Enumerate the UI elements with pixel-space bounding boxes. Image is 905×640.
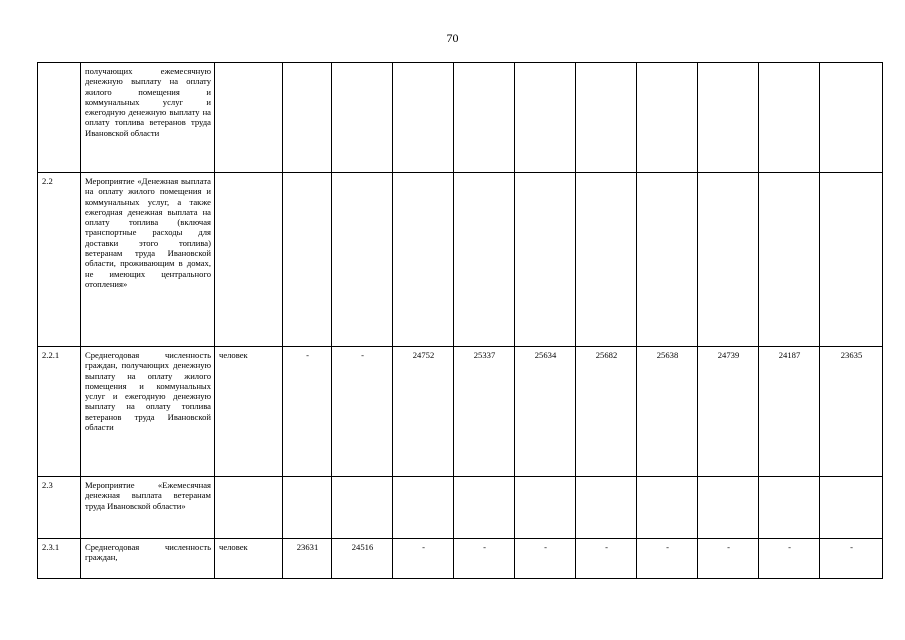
indicator-name: Мероприятие «Ежемесячная денежная выплата ветеранам труда Ивановской области»	[81, 477, 215, 539]
unit-of-measure: человек	[215, 347, 283, 477]
year-value-cell	[332, 63, 393, 173]
row-number: 2.3.1	[38, 539, 81, 579]
row-number	[38, 63, 81, 173]
indicator-name: Среднегодовая численность граждан,	[81, 539, 215, 579]
year-value-cell	[637, 173, 698, 347]
year-value-cell	[820, 173, 883, 347]
year-value-cell: -	[515, 539, 576, 579]
year-value-cell	[820, 477, 883, 539]
year-value-cell	[576, 173, 637, 347]
year-value-cell	[576, 477, 637, 539]
row-number: 2.2	[38, 173, 81, 347]
indicators-table	[37, 62, 883, 579]
year-value-cell	[515, 173, 576, 347]
year-value-cell	[454, 173, 515, 347]
year-value-cell: 23631	[283, 539, 332, 579]
table-row	[38, 539, 883, 579]
year-value-cell	[698, 173, 759, 347]
table-row	[38, 477, 883, 539]
year-value-cell: -	[576, 539, 637, 579]
year-value-cell	[637, 63, 698, 173]
year-value-cell: 25634	[515, 347, 576, 477]
year-value-cell: -	[283, 347, 332, 477]
table-row	[38, 173, 883, 347]
row-number: 2.2.1	[38, 347, 81, 477]
year-value-cell	[283, 477, 332, 539]
year-value-cell: 24739	[698, 347, 759, 477]
year-value-cell: 24187	[759, 347, 820, 477]
indicator-name: Среднегодовая численность граждан, получающих денежную выплату на оплату жилого помещения и коммунальных услуг и ежегодную денежную выплату на оплату топлива ветеранов труда Ивановской области	[81, 347, 215, 477]
unit-of-measure	[215, 63, 283, 173]
row-number: 2.3	[38, 477, 81, 539]
table-row	[38, 63, 883, 173]
year-value-cell	[698, 477, 759, 539]
year-value-cell	[515, 63, 576, 173]
year-value-cell	[759, 477, 820, 539]
year-value-cell: -	[759, 539, 820, 579]
unit-of-measure	[215, 173, 283, 347]
year-value-cell	[698, 63, 759, 173]
year-value-cell	[393, 173, 454, 347]
year-value-cell: 25638	[637, 347, 698, 477]
year-value-cell	[393, 477, 454, 539]
year-value-cell	[283, 63, 332, 173]
year-value-cell	[576, 63, 637, 173]
year-value-cell	[332, 173, 393, 347]
year-value-cell: 23635	[820, 347, 883, 477]
year-value-cell	[454, 477, 515, 539]
unit-of-measure	[215, 477, 283, 539]
year-value-cell: 25682	[576, 347, 637, 477]
year-value-cell	[637, 477, 698, 539]
year-value-cell	[820, 63, 883, 173]
year-value-cell: -	[820, 539, 883, 579]
indicator-name: Мероприятие «Денежная выплата на оплату жилого помещения и коммунальных услуг, а также ежегодная денежная выплата на оплату топлива (включая транспортные расходы для доставки этого топлива) ветеранам труда Ивановской области, проживающим в домах, не имеющих центрального отопления»	[81, 173, 215, 347]
year-value-cell: -	[698, 539, 759, 579]
year-value-cell	[454, 63, 515, 173]
indicator-name: получающих ежемесячную денежную выплату на оплату жилого помещения и коммунальных услуг и ежегодную денежную выплату на оплату топлива ветеранов труда Ивановской области	[81, 63, 215, 173]
year-value-cell	[393, 63, 454, 173]
year-value-cell	[283, 173, 332, 347]
year-value-cell	[515, 477, 576, 539]
unit-of-measure: человек	[215, 539, 283, 579]
year-value-cell: -	[454, 539, 515, 579]
year-value-cell	[332, 477, 393, 539]
page-number: 70	[446, 31, 459, 45]
year-value-cell: -	[393, 539, 454, 579]
year-value-cell	[759, 173, 820, 347]
year-value-cell: 24752	[393, 347, 454, 477]
year-value-cell: 24516	[332, 539, 393, 579]
year-value-cell: -	[637, 539, 698, 579]
table-row	[38, 347, 883, 477]
year-value-cell: 25337	[454, 347, 515, 477]
year-value-cell	[759, 63, 820, 173]
year-value-cell: -	[332, 347, 393, 477]
